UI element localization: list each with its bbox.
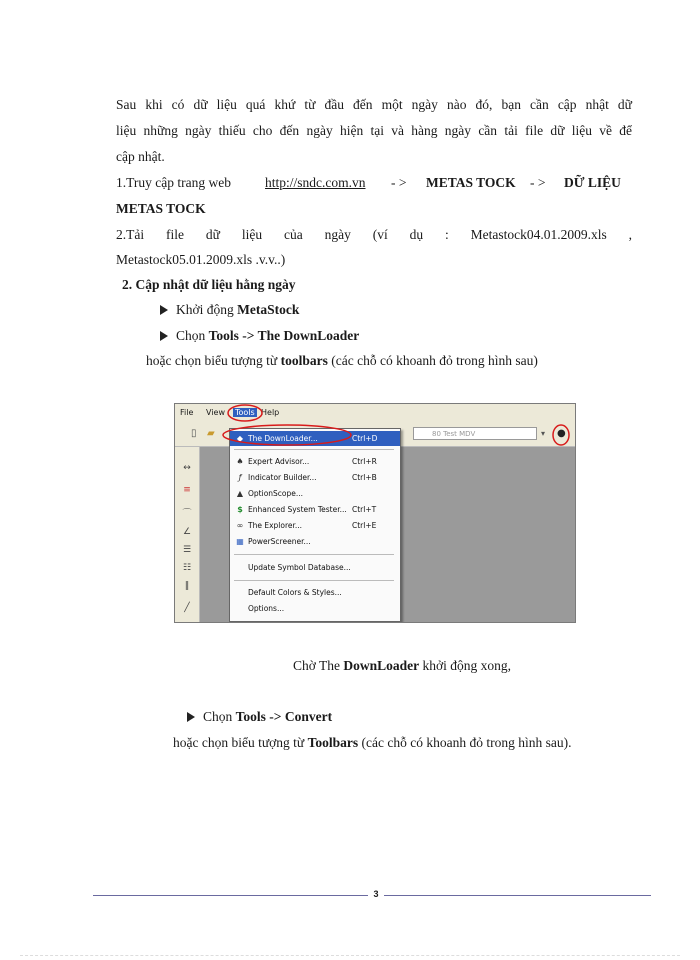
bullet-choose-downloader: Chọn Tools -> The DownLoader — [160, 327, 359, 345]
arc-icon[interactable]: ⌒ — [182, 509, 192, 519]
arrow-bullet-icon — [160, 331, 168, 341]
tools-menu-circle — [228, 405, 262, 421]
toolbar-hint-2: hoặc chọn biểu tượng từ Toolbars (các chỗ có khoanh đỏ trong hình sau). — [173, 735, 572, 750]
menu-item-option-scope[interactable]: ▲ OptionScope... — [236, 489, 304, 498]
menu-file[interactable]: File — [180, 408, 194, 417]
step1-arrow-2: - > — [530, 175, 546, 190]
menu-item-downloader[interactable]: ◆ The DownLoader... Ctrl+D — [230, 431, 400, 446]
indicator-builder-icon: ƒ — [238, 473, 242, 482]
metastock-screenshot — [174, 403, 576, 623]
downloader-icon: ◆ — [236, 434, 244, 443]
pen-icon[interactable]: ∠ — [182, 527, 192, 537]
menu-view[interactable]: View — [206, 408, 225, 417]
caption: Chờ The DownLoader khởi động xong, — [293, 658, 512, 673]
step2-line-2: Metastock05.01.2009.xls .v.v..) — [116, 252, 286, 267]
bullet-choose-convert: Chọn Tools -> Convert — [187, 708, 332, 726]
annotation-circles — [175, 404, 575, 622]
align-icon[interactable]: ☰ — [182, 545, 192, 555]
menu-item-update-symbol-db[interactable]: Update Symbol Database... — [248, 563, 351, 572]
step1-prefix: 1.Truy cập trang web — [116, 175, 231, 190]
step1-line2: METAS TOCK — [116, 201, 206, 216]
menu-item-system-tester[interactable]: $ Enhanced System Tester... Ctrl+T — [230, 502, 400, 517]
intro-line-2: liệu những ngày thiếu cho đến ngày hiện tại và hàng ngày cần tải file dữ liệu về để — [116, 123, 632, 138]
bars-icon[interactable]: ‖ — [184, 581, 190, 591]
power-screener-icon: ▦ — [236, 537, 244, 546]
open-folder-icon[interactable]: ▰ — [207, 428, 215, 439]
new-file-icon[interactable]: ▯ — [191, 428, 197, 439]
step2-line-1: 2.Tải file dữ liệu của ngày (ví dụ : Metastock04.01.2009.xls , — [116, 227, 632, 242]
downloader-toolbar-icon[interactable]: ● — [557, 428, 566, 439]
option-scope-icon: ▲ — [236, 489, 244, 498]
system-tester-icon: $ — [237, 505, 243, 514]
security-combo[interactable]: 80 Test MDV — [413, 427, 537, 440]
toolbar-hint-1: hoặc chọn biểu tượng từ toolbars (các chỗ có khoanh đỏ trong hình sau) — [146, 353, 538, 368]
arrow-bullet-icon — [160, 305, 168, 315]
page-bottom-border — [20, 955, 680, 956]
arrows-icon[interactable]: ↔ — [183, 463, 191, 473]
menu-help[interactable]: Help — [261, 408, 280, 417]
intro-line-1: Sau khi có dữ liệu quá khứ từ đầu đến một ngày nào đó, bạn cần cập nhật dữ — [116, 97, 632, 112]
lines-icon[interactable]: ≡ — [183, 485, 191, 495]
explorer-icon: ∞ — [236, 521, 244, 530]
step1-url-link[interactable]: http://sndc.com.vn — [265, 175, 366, 190]
bullet-start-metastock: Khởi động MetaStock — [160, 301, 299, 319]
downloader-item-circle — [223, 425, 351, 445]
list-icon[interactable]: ☷ — [182, 563, 192, 573]
line-tool-icon[interactable]: ╱ — [184, 603, 190, 613]
menu-item-default-colors[interactable]: Default Colors & Styles... — [248, 588, 342, 597]
toolbar-icon-circle — [553, 425, 569, 445]
menu-item-expert-advisor[interactable]: ♠ Expert Advisor... Ctrl+R — [236, 457, 377, 466]
menu-item-power-screener[interactable]: ▦ PowerScreener... — [236, 537, 311, 546]
menu-item-explorer[interactable]: ∞ The Explorer... Ctrl+E — [236, 521, 377, 530]
step1-arrow-1: - > — [391, 175, 407, 190]
page-number: 3 — [368, 889, 384, 899]
expert-advisor-icon: ♠ — [236, 457, 244, 466]
menu-item-indicator-builder[interactable]: ƒ Indicator Builder... Ctrl+B — [230, 470, 400, 485]
step1-bold-1: METAS TOCK — [426, 175, 516, 190]
menu-tools[interactable]: Tools — [235, 408, 255, 417]
section2-heading: 2. Cập nhật dữ liệu hằng ngày — [122, 277, 296, 292]
intro-line-3: cập nhật. — [116, 149, 165, 164]
chevron-down-icon[interactable]: ▾ — [541, 429, 546, 438]
arrow-bullet-icon — [187, 712, 195, 722]
menu-item-options[interactable]: Options... — [248, 604, 285, 613]
step1-bold-2: DỮ LIỆU — [564, 175, 621, 190]
